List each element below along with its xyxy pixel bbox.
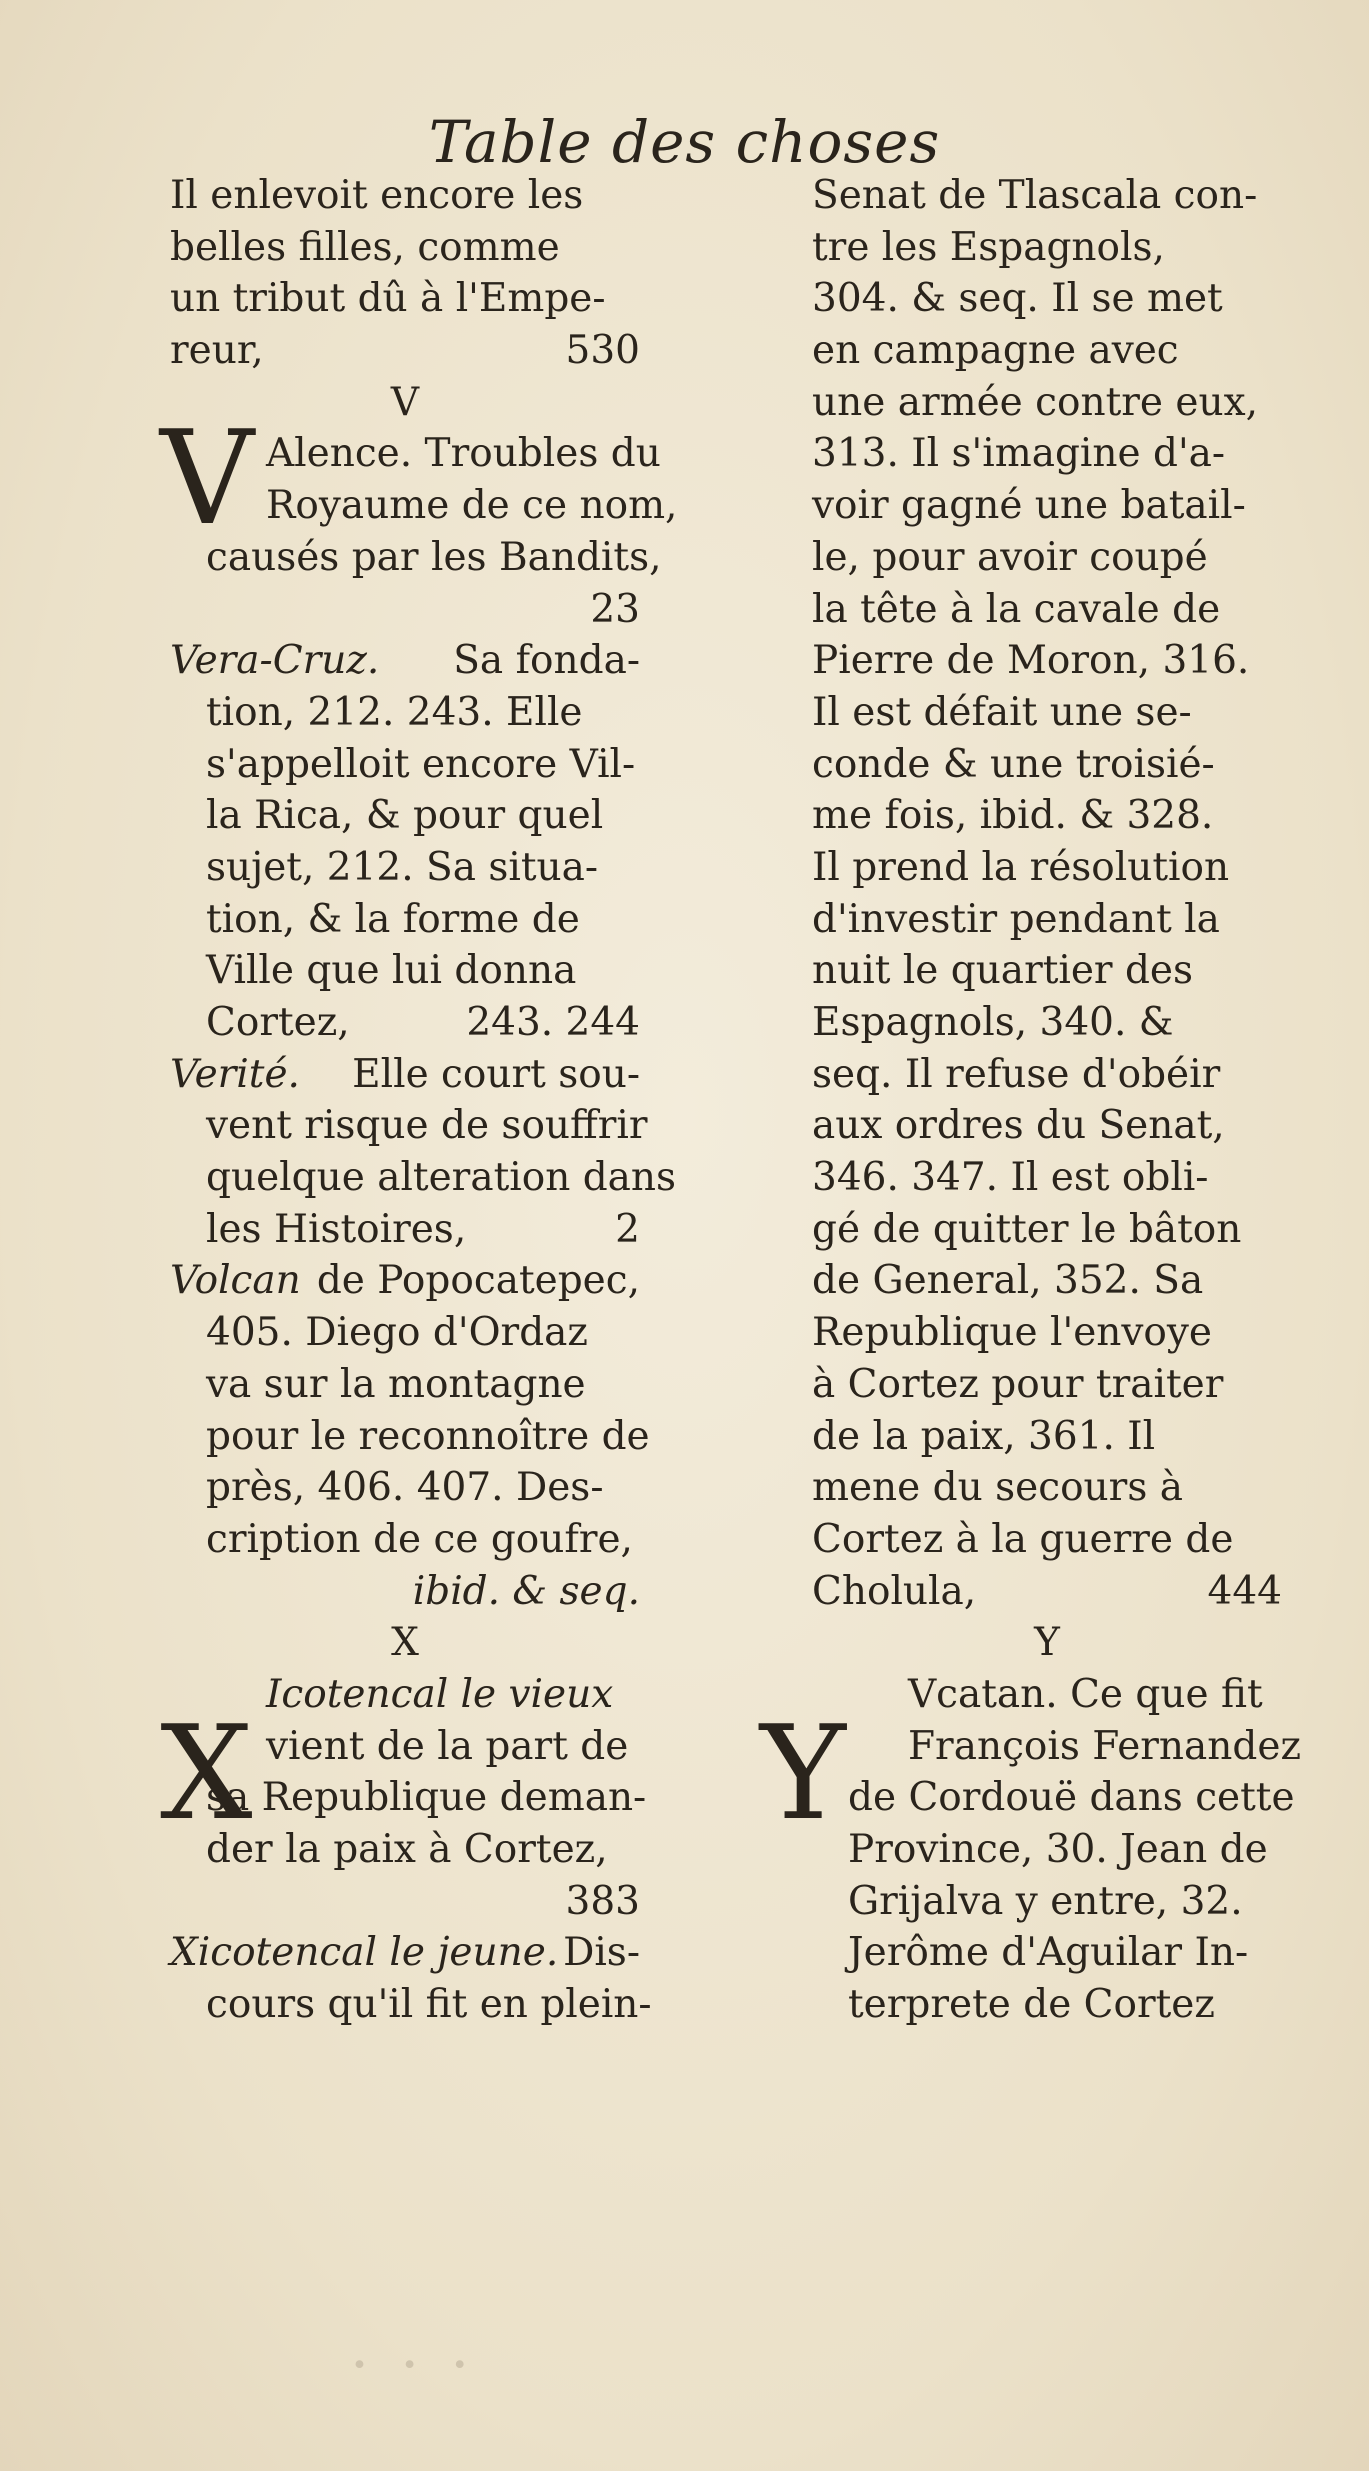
left-column-line [170, 1049, 640, 1101]
text-segment: Volcan [170, 1258, 301, 1304]
left-column-line: 405. Diego d'Ordaz [206, 1310, 588, 1356]
left-column-line: un tribut dû à l'Empe- [170, 276, 606, 322]
text-segment: Dis- [563, 1930, 640, 1976]
left-column-line: sujet, 212. Sa situa- [206, 844, 599, 890]
left-column-line: vent risque de souffrir [206, 1103, 648, 1149]
right-column-line: tre les Espagnols, [812, 224, 1165, 270]
right-column-line: la tête à la cavale de [812, 586, 1221, 632]
right-column-line: Y [1034, 1620, 1060, 1666]
right-column-line: Republique l'envoye [812, 1310, 1213, 1356]
text-segment: Cortez, [206, 1000, 350, 1045]
left-column-line: s'appelloit encore Vil- [206, 741, 636, 787]
left-column-line: sa Republique deman- [206, 1775, 647, 1821]
right-column-line: Espagnols, 340. & [812, 1000, 1174, 1045]
left-column-line [170, 1255, 640, 1307]
left-column-line: cription de ce goufre, [206, 1516, 633, 1562]
right-column-line: Grijalva y entre, 32. [848, 1878, 1243, 1924]
right-column-line: conde & une troisié- [812, 741, 1215, 787]
text-segment: Cholula, [812, 1568, 977, 1614]
left-column-line: der la paix à Cortez, [206, 1827, 608, 1872]
right-column-line: seq. Il refuse d'obéir [812, 1051, 1221, 1097]
text-segment: Elle court sou- [352, 1051, 640, 1097]
left-column-line: Royaume de ce nom, [266, 483, 678, 529]
text-segment: 444 [1207, 1568, 1282, 1614]
right-column-line: Il est défait une se- [812, 689, 1192, 735]
right-column-line: terprete de Cortez [848, 1982, 1215, 2028]
left-column-line: Il enlevoit encore les [170, 173, 584, 218]
left-column-line: ibid. & seq. [412, 1568, 640, 1614]
text-segment: Vera-Cruz. [170, 638, 380, 684]
left-column-line: tion, & la forme de [206, 896, 580, 942]
text-segment: reur, [170, 328, 264, 374]
left-column-line [170, 1204, 640, 1256]
left-column-line: va sur la montagne [206, 1361, 586, 1407]
text-segment: Verité. [170, 1051, 300, 1097]
text-segment: les Histoires, [206, 1206, 467, 1252]
left-column-line: 23 [590, 586, 640, 632]
right-column-line: de la paix, 361. Il [812, 1413, 1156, 1459]
right-column-line: en campagne avec [812, 328, 1179, 374]
right-column-line [812, 1566, 1282, 1618]
left-column-line [170, 635, 640, 687]
left-column-line: Ville que lui donna [206, 948, 577, 994]
right-column-line: de General, 352. Sa [812, 1258, 1204, 1304]
right-column-line: le, pour avoir coupé [812, 534, 1208, 580]
text-segment: de Popocatepec, [316, 1258, 640, 1304]
right-column-line: 313. Il s'imagine d'a- [812, 431, 1226, 477]
right-column-line: gé de quitter le bâton [812, 1206, 1242, 1252]
bleed-through-text: · · · [350, 2330, 476, 2400]
left-column-line: causés par les Bandits, [206, 534, 662, 580]
left-column-line [170, 997, 640, 1049]
page-header: Table des choses [428, 108, 941, 176]
left-column-line: 383 [565, 1878, 640, 1924]
left-column-line: Icotencal le vieux [266, 1671, 614, 1717]
dropcap-x: X [160, 1697, 253, 1849]
right-column-line: Senat de Tlascala con- [812, 173, 1258, 218]
right-column-line: Province, 30. Jean de [848, 1827, 1268, 1872]
left-column-line [170, 1927, 640, 1979]
left-column-line: vient de la part de [266, 1723, 629, 1769]
left-column-line [170, 325, 640, 377]
right-column-line: à Cortez pour traiter [812, 1361, 1224, 1407]
left-column-line: X [391, 1620, 419, 1666]
right-column-line: Jerôme d'Aguilar In- [848, 1930, 1249, 1976]
right-column-line: François Fernandez [908, 1723, 1302, 1769]
right-column-line: Vcatan. Ce que fit [908, 1671, 1263, 1717]
right-column-line: de Cordouë dans cette [848, 1775, 1295, 1821]
dropcap-v: V [160, 402, 254, 554]
right-column-line: d'investir pendant la [812, 896, 1220, 942]
left-column-line: pour le reconnoître de [206, 1413, 650, 1459]
text-segment: 2 [615, 1206, 640, 1252]
right-column [812, 170, 1302, 2031]
left-column-line: quelque alteration dans [206, 1155, 677, 1201]
dropcap-y: Y [760, 1697, 846, 1849]
right-column-line: 304. & seq. Il se met [812, 276, 1223, 322]
right-column-line: 346. 347. Il est obli- [812, 1155, 1209, 1201]
left-column-line: près, 406. 407. Des- [206, 1465, 604, 1511]
text-segment: 530 [565, 328, 640, 374]
left-column-line: V [390, 379, 420, 425]
text-segment: 243. 244 [466, 1000, 640, 1045]
right-column-line: Cortez à la guerre de [812, 1516, 1234, 1562]
left-column-line: Alence. Troubles du [266, 431, 661, 477]
right-column-line: nuit le quartier des [812, 948, 1194, 994]
right-column-line: Il prend la résolution [812, 844, 1230, 890]
right-column-line: me fois, ibid. & 328. [812, 793, 1214, 839]
right-column-line: mene du secours à [812, 1465, 1183, 1511]
right-column-line: une armée contre eux, [812, 379, 1258, 425]
left-column [170, 170, 678, 2031]
left-column-line: cours qu'il fit en plein- [206, 1982, 652, 2028]
right-column-line: aux ordres du Senat, [812, 1103, 1225, 1149]
text-segment: Sa fonda- [453, 638, 640, 684]
right-column-line: voir gagné une batail- [812, 483, 1246, 529]
text-segment: Xicotencal le jeune. [170, 1930, 559, 1976]
right-column-line: Pierre de Moron, 316. [812, 638, 1250, 684]
left-column-line: la Rica, & pour quel [206, 793, 604, 839]
left-column-line: belles filles, comme [170, 224, 560, 270]
left-column-line: tion, 212. 243. Elle [206, 689, 583, 735]
